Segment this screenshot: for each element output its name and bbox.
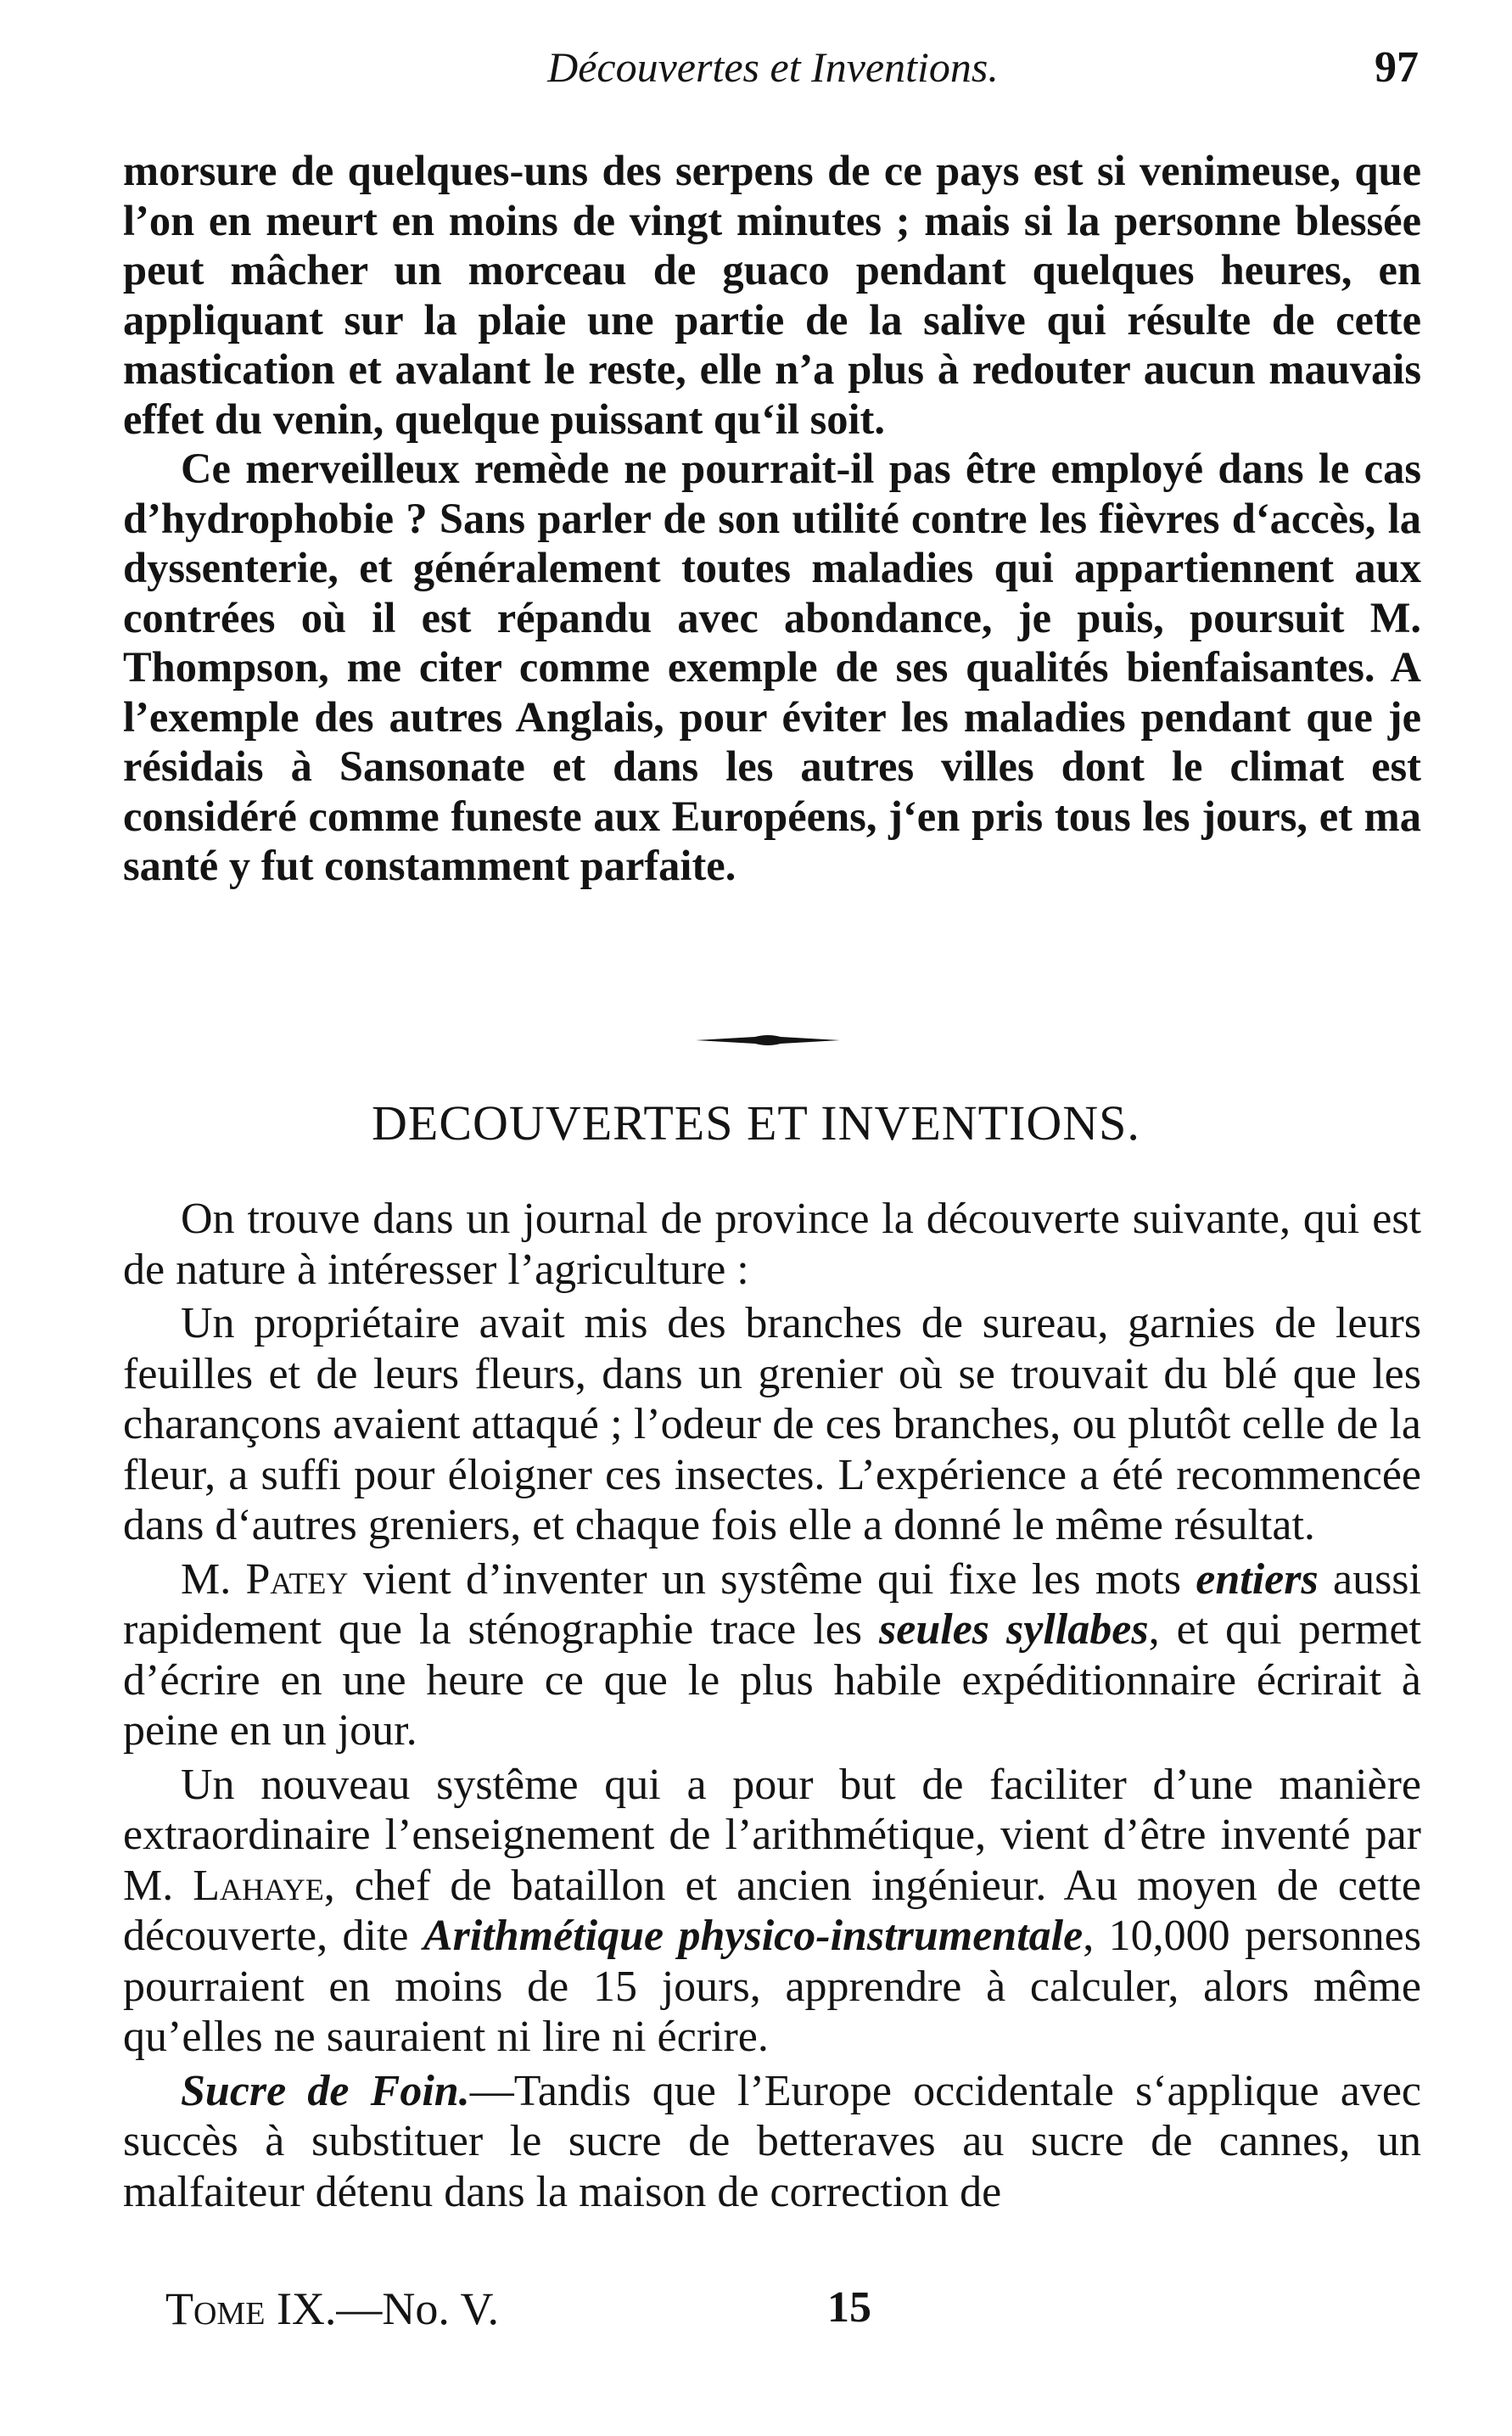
text: , et qui permet d’écrire en une heure ce que le plus habile expéditionnaire écrirait à peine en un jour. <box>123 1605 1421 1755</box>
person-name: Patey <box>245 1554 349 1604</box>
text: Un nouveau systême qui a pour but de faciliter d’une manière extraordinaire l’enseignement de l’arithmétique, vient d’être inventé par M. <box>123 1760 1421 1910</box>
text: , chef de bataillon et ancien ingénieur. Au moyen de cette découverte, dite <box>123 1861 1421 1960</box>
paragraph-sureau: Un propriétaire avait mis des branches de sureau, garnies de leurs feuilles et de leurs fleurs, dans un grenier où se trouvait du blé que les charançons avaient attaqué ; l’odeur de ces branches, ou plutôt celle de la fleur, a suffi pour éloigner ces insectes. L’expérience a été recommencée dans d‘autres greniers, et chaque fois elle a donné le même résultat. <box>123 1299 1421 1549</box>
section-heading: DECOUVERTES ET INVENTIONS. <box>372 1095 1140 1151</box>
running-title: Découvertes et Inventions. <box>547 43 999 91</box>
text: —Tandis que l’Europe occidentale s‘applique avec succès à substituer le sucre de betteraves au sucre de cannes, un malfaiteur détenu dans la maison de correction de <box>123 2066 1421 2216</box>
signature-mark: 15 <box>827 2283 871 2332</box>
article-continuation <box>123 146 1421 891</box>
section-divider-ornament <box>696 1033 840 1047</box>
paragraph: Ce merveilleux remède ne pourrait-il pas être employé dans le cas d’hydrophobie ? Sans parler de son utilité contre les fièvres d‘accès, la dyssenterie, et généralement toutes maladies qui appartiennent aux contrées où il est répandu avec abondance, je puis, poursuit M. Thompson, me citer comme exemple de ses qualités bienfaisantes. A l’exemple des autres Anglais, pour éviter les maladies pendant que je résidais à Sansonate et dans les autres villes dont le climat est considéré comme funeste aux Européens, j‘en pris tous les jours, et ma santé y fut constamment parfaite. <box>123 445 1421 889</box>
paragraph-sucre-de-foin <box>123 2066 1421 2218</box>
paragraph-patey <box>123 1554 1421 1756</box>
emphasis: entiers <box>1196 1554 1319 1604</box>
text: , 10,000 personnes pourraient en moins de 15 jours, apprendre à calculer, alors même qu’elles ne sauraient ni lire ni écrire. <box>123 1912 1421 2061</box>
text: vient d’inventer un systême qui fixe les mots <box>348 1554 1196 1604</box>
paragraph: morsure de quelques-uns des serpens de ce pays est si venimeuse, que l’on en meurt en moins de vingt minutes ; mais si la personne blessée peut mâcher un morceau de guaco pendant quelques heures, en appliquant sur la plaie une partie de la salive qui résulte de cette mastication et avalant le reste, elle n’a plus à redouter aucun mauvais effet du venin, quelque puissant qu‘il soit. <box>123 147 1421 443</box>
text: M. <box>181 1554 246 1604</box>
running-head <box>127 42 1419 102</box>
emphasis: seules syllabes <box>879 1605 1149 1654</box>
footer-tome: Tome <box>165 2283 266 2334</box>
paragraph-lahaye <box>123 1760 1421 2063</box>
emphasis: Sucre de Foin. <box>181 2066 470 2115</box>
footer-volume-number: IX.—No. V. <box>265 2283 499 2334</box>
footer-volume <box>165 2282 499 2335</box>
person-name: Lahaye <box>193 1861 324 1910</box>
section-body <box>123 1194 1421 2220</box>
emphasis: Arithmétique physico-instrumentale <box>423 1912 1084 1960</box>
page-number: 97 <box>1375 43 1419 92</box>
paragraph-agriculture-intro: On trouve dans un journal de province la découverte suivante, qui est de nature à intéresser l’agriculture : <box>123 1195 1421 1294</box>
text: aussi rapidement que la sténographie trace les <box>123 1554 1421 1654</box>
